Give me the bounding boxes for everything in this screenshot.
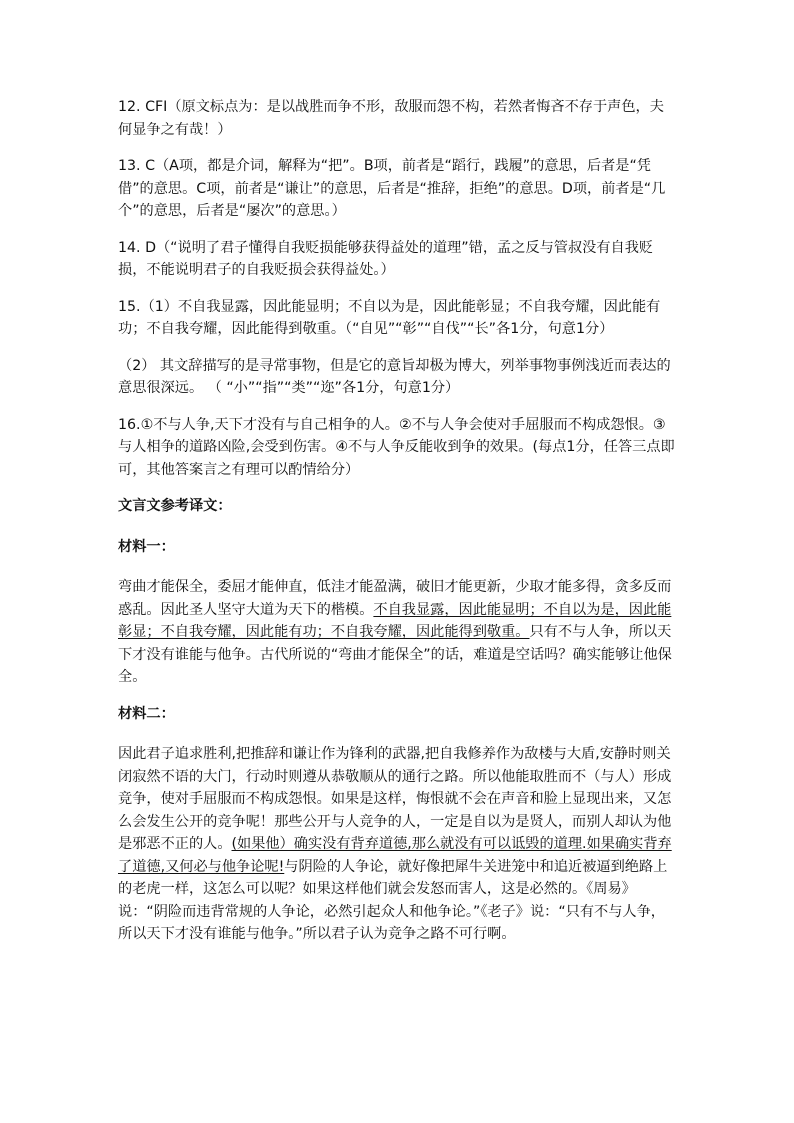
answer-15-part-1: 15.（1）不自我显露，因此能显明；不自以为是，因此能彰显；不自我夸耀，因此能有功；不自我夸耀，因此能得到敬重。（“自见”“彰”“自伐”“长”各1分，句意1分） xyxy=(118,298,661,337)
answer-13: 13. C（A项，都是介词，解释为“把”。B项，前者是“蹈行，践履”的意思，后者是“凭借”的意思。C项，前者是“谦让”的意思，后者是“推辞，拒绝”的意思。D项，前者是“几个”的意思，后者是“屡次”的意思。） xyxy=(118,158,666,219)
material-2-title: 材料二： xyxy=(118,705,175,722)
translation-heading: 文言文参考译文： xyxy=(118,498,232,514)
material-1-text-part-1: 弯曲才能保全，委屈才能伸直，低洼才能盈满，破旧才能更新，少取才能多得，贪多反而惑乱。因此圣人坚守大道为天下的楷模。 xyxy=(118,579,672,618)
answer-15-part-2: （2） 其文辞描写的是寻常事物，但是它的意旨却极为博大，列举事物事例浅近而表达的意思很深远。 （ “小”“指”“类”“迩”各1分，句意1分） xyxy=(118,357,671,396)
answer-16: 16.①不与人争,天下才没有与自己相争的人。②不与人争会使对手屈服而不构成怨恨。③与人相争的道路凶险,会受到伤害。④不与人争反能收到争的效果。(每点1分，任答三点即可，其他答案言之有理可以酌情给分） xyxy=(118,416,675,478)
material-2-text xyxy=(118,743,678,946)
material-1-underlined-text: 不自我显露，因此能显明；不自以为是，因此能彰显；不自我夸耀，因此能有功；不自我夸耀，因此能得到敬重。 xyxy=(118,601,672,640)
answer-14: 14. D（“说明了君子懂得自我贬损能够获得益处的道理”错，孟之反与管叔没有自我贬损，不能说明君子的自我贬损会获得益处。） xyxy=(118,239,654,278)
answer-12: 12. CFI（原文标点为：是以战胜而争不形，敌服而怨不构，若然者悔吝不存于声色，夫何显争之有哉！） xyxy=(118,99,664,138)
material-1-title: 材料一： xyxy=(118,538,175,555)
answer-document xyxy=(118,96,678,960)
material-2-text-part-1: 因此君子追求胜利,把推辞和谦让作为锋利的武器,把自我修养作为敌楼与大盾,安静时则关闭寂然不语的大门，行动时则遵从恭敬顺从的通行之路。所以他能取胜而不（与人）形成竞争，使对手屈服而不构成怨恨。如果是这样，悔恨就不会在声音和脸上显现出来，又怎么会发生公开的竞争呢！那些公开与人竞争的人，一定是自以为是贤人，而别人却认为他是邪恶不正的人。 xyxy=(118,746,672,852)
material-1-text xyxy=(118,576,678,689)
material-2-text-part-2: 与阴险的人争论，就好像把犀牛关进笼中和追近被逼到绝路上的老虎一样，这怎么可以呢？如果这样他们就会发怒而害人，这是必然的。《周易》说：“阴险而违背常规的人争论，必然引起众人和他争论。”《老子》说：“只有不与人争，所以天下才没有谁能与他争。”所以君子认为竞争之路不可行啊。 xyxy=(118,858,668,942)
material-2-underlined-text: (如果他）确实没有背弃道德,那么就没有可以诋毁的道理.如果确实背弃了道德,又何必与他争论呢! xyxy=(118,836,672,875)
material-1-text-part-2: 只有不与人争，所以天下才没有谁能与他争。古代所说的“弯曲才能保全”的话，难道是空话吗？确实能够让他保全。 xyxy=(118,624,672,685)
